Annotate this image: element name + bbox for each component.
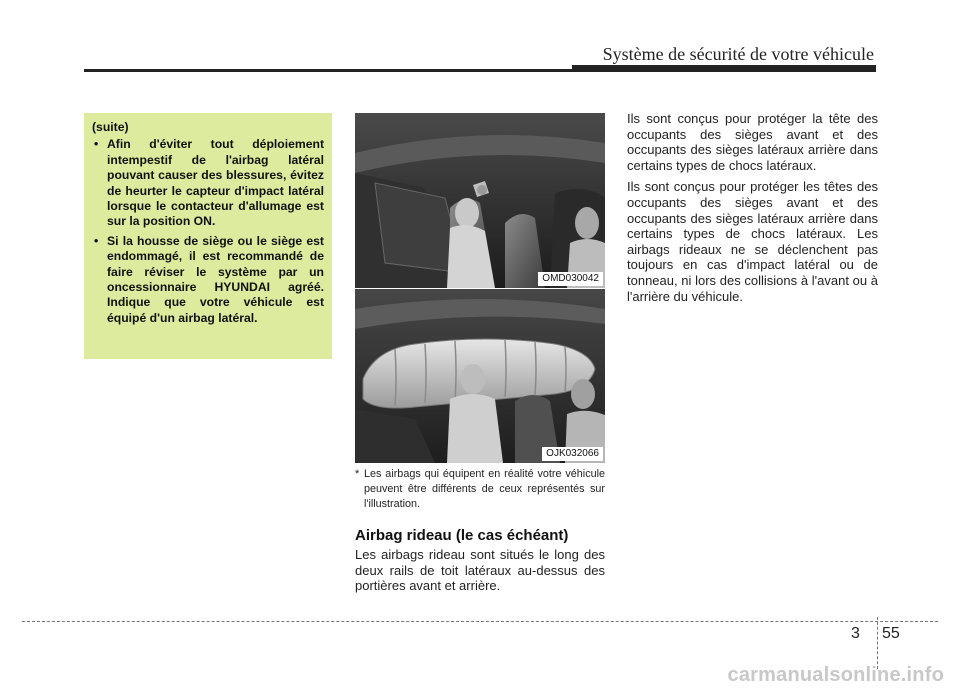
- section-paragraph: Les airbags rideau sont situés le long des deux rails de toit latéraux au-dessus des portières avant et arrière.: [355, 547, 605, 594]
- right-paragraph-1: Ils sont conçus pour protéger la tête des occupants des sièges avant et des occupants des sièges latéraux arrière dans certains types de chocs latéraux.: [627, 111, 878, 173]
- figure-code: OJK032066: [542, 447, 603, 461]
- chapter-number: 3: [851, 625, 860, 642]
- page-header-title: Système de sécurité de votre véhicule: [602, 44, 874, 64]
- illustration-footnote: [355, 467, 605, 512]
- right-paragraph-2: Ils sont conçus pour protéger les têtes des occupants des sièges avant et des occupants des sièges latéraux arrière dans certains types de chocs latéraux. Les airbags rideaux ne se déclenchent pas toujours en cas d'impact latéral ou de tonneau, ni lors des collisions à l'avant ou à l'arrière du véhicule.: [627, 179, 878, 304]
- right-column: [627, 111, 878, 310]
- footer-rule: [22, 621, 938, 622]
- warning-item: • Afin d'éviter tout déploiement intempestif de l'airbag latéral pouvant causer des blessures, évitez de heurter le capteur d'impact latéral lorsque le contacteur d'allumage est sur la position ON.: [92, 137, 324, 229]
- watermark: carmanualsonline.info: [727, 664, 944, 686]
- footnote-marker: *: [355, 468, 360, 480]
- warning-box: [84, 113, 332, 359]
- warning-continued-label: (suite): [92, 120, 129, 134]
- side-airbag-drawing: [355, 113, 605, 288]
- warning-item: • Si la housse de siège ou le siège est endommagé, il est recommandé de faire réviser le système par un oncessionnaire HYUNDAI agréé. Indique que votre véhicule est équipé d'un airbag latéral.: [92, 234, 324, 326]
- section-heading: Airbag rideau (le cas échéant): [355, 527, 569, 544]
- curtain-airbag-illustration: [355, 289, 605, 463]
- footnote-text: Les airbags qui équipent en réalité votre véhicule peuvent être différents de ceux représentés sur l'illustration.: [364, 468, 605, 510]
- figure-code: OMD030042: [538, 272, 603, 286]
- side-airbag-illustration: [355, 113, 605, 288]
- footer-divider: [877, 617, 878, 669]
- curtain-airbag-drawing: [355, 289, 605, 463]
- page-number: 55: [882, 625, 900, 642]
- header-rule-accent: [572, 65, 876, 72]
- warning-list: [92, 137, 324, 326]
